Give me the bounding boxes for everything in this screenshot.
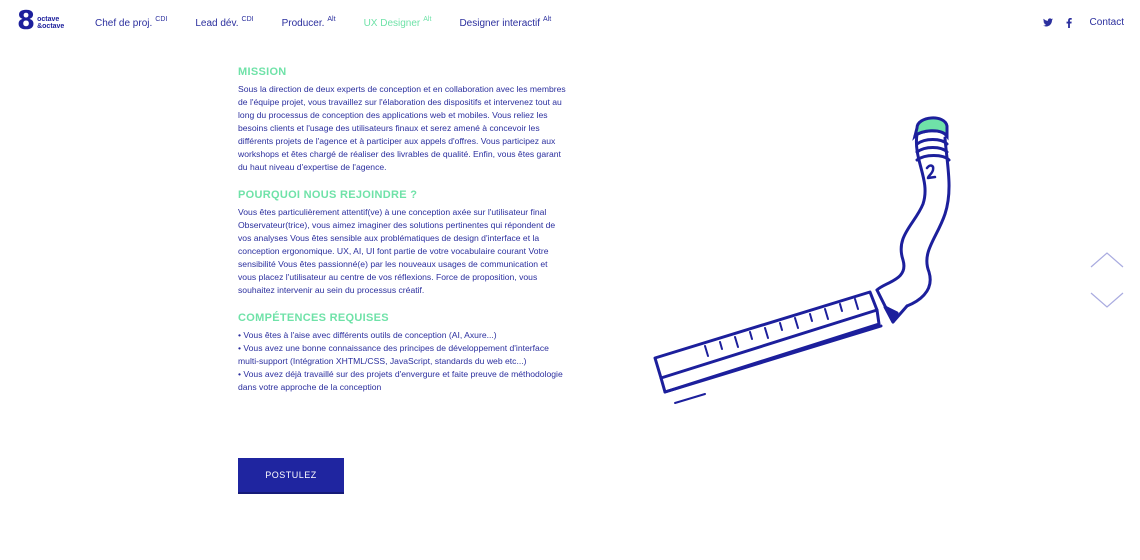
apply-button[interactable]: POSTULEZ — [238, 458, 344, 492]
nav-tag: Alt — [423, 16, 432, 23]
nav-item-lead-dev[interactable] — [195, 18, 253, 29]
header-links — [1043, 17, 1124, 28]
nav-label: Chef de proj. — [95, 18, 153, 29]
nav-label: UX Designer — [363, 18, 421, 29]
nav-tag: Alt — [327, 16, 336, 23]
logo-line-1: octave — [37, 16, 60, 23]
skill-bullet: • Vous avez déjà travaillé sur des projets d'envergure et faite preuve de méthodologie dans votre approche de la conception — [238, 369, 563, 392]
nav-item-designer-interactif[interactable] — [459, 18, 551, 29]
section-body: Vous êtes particulièrement attentif(ve) à une conception axée sur l'utilisateur final Observateur(trice), vous aimez imaginer des solutions pertinentes qui répondent de vos analyses Vous êtes sensible aux problématiques de design d'interface et la conception ergonomique. UX, AI, UI font partie de votre vocabulaire courant Votre sensibilité Vous êtes passionné(e) par les nouveaux usages de communication et vous placez l'utilisateur au centre de vos réflexions. Force de proposition, vous souhaitez intervenir au sein du processus créatif. — [238, 207, 556, 295]
nav-tag: CDI — [155, 16, 168, 23]
contact-link[interactable]: Contact — [1089, 17, 1124, 28]
ruler-drawing — [655, 292, 881, 403]
nav-label: Producer. — [281, 18, 325, 29]
facebook-icon[interactable] — [1064, 18, 1074, 28]
twitter-icon[interactable] — [1043, 18, 1053, 28]
logo[interactable] — [17, 8, 64, 34]
nav-label: Lead dév. — [195, 18, 239, 29]
nav-label: Designer interactif — [459, 18, 541, 29]
scroll-up-arrow-icon[interactable] — [1090, 252, 1124, 268]
logo-text — [37, 16, 64, 30]
skill-bullet: • Vous avez une bonne connaissance des principes de développement d'interface multi-support (Intégration XHTML/CSS, JavaScript, standards du web etc...) — [238, 343, 549, 366]
section-body: Sous la direction de deux experts de conception et en collaboration avec les membres de l'équipe projet, vous travaillez sur l'élaboration des dispositifs et intervenez tout au long du processus de conception des applications web et mobiles. Vous reliez les besoins clients et l'usage des utilisateurs finaux et serez amené à concevoir les différents projets de l'agence et à participer aux appels d'offres. Vous participez aux workshops et êtes chargé de réaliser des livrables de qualité. Enfin, vous êtes garant du haut niveau d'expertise de l'agence. — [238, 84, 566, 172]
nav-item-chef-de-projet[interactable] — [95, 18, 167, 29]
section-title: COMPÉTENCES REQUISES — [238, 312, 389, 324]
nav-item-ux-designer[interactable] — [364, 18, 432, 29]
nav-tag: Alt — [543, 16, 552, 23]
logo-digit: 8 — [17, 6, 36, 36]
nav-tag: CDI — [241, 16, 254, 23]
logo-line-2: &octave — [37, 23, 65, 30]
job-description — [238, 66, 568, 409]
section-why-join — [238, 189, 568, 297]
section-mission — [238, 66, 568, 174]
section-skills — [238, 312, 568, 394]
pencil-drawing — [877, 131, 949, 322]
section-title: MISSION — [238, 66, 287, 78]
skill-bullet: • Vous êtes à l'aise avec différents outils de conception (AI, Axure...) — [238, 330, 497, 340]
section-title: POURQUOI NOUS REJOINDRE ? — [238, 189, 418, 201]
nav-item-producer[interactable] — [282, 18, 336, 29]
scroll-down-arrow-icon[interactable] — [1090, 292, 1124, 308]
pencil-ruler-illustration — [645, 110, 965, 410]
top-nav — [95, 18, 579, 29]
pencil-eraser — [915, 118, 947, 136]
